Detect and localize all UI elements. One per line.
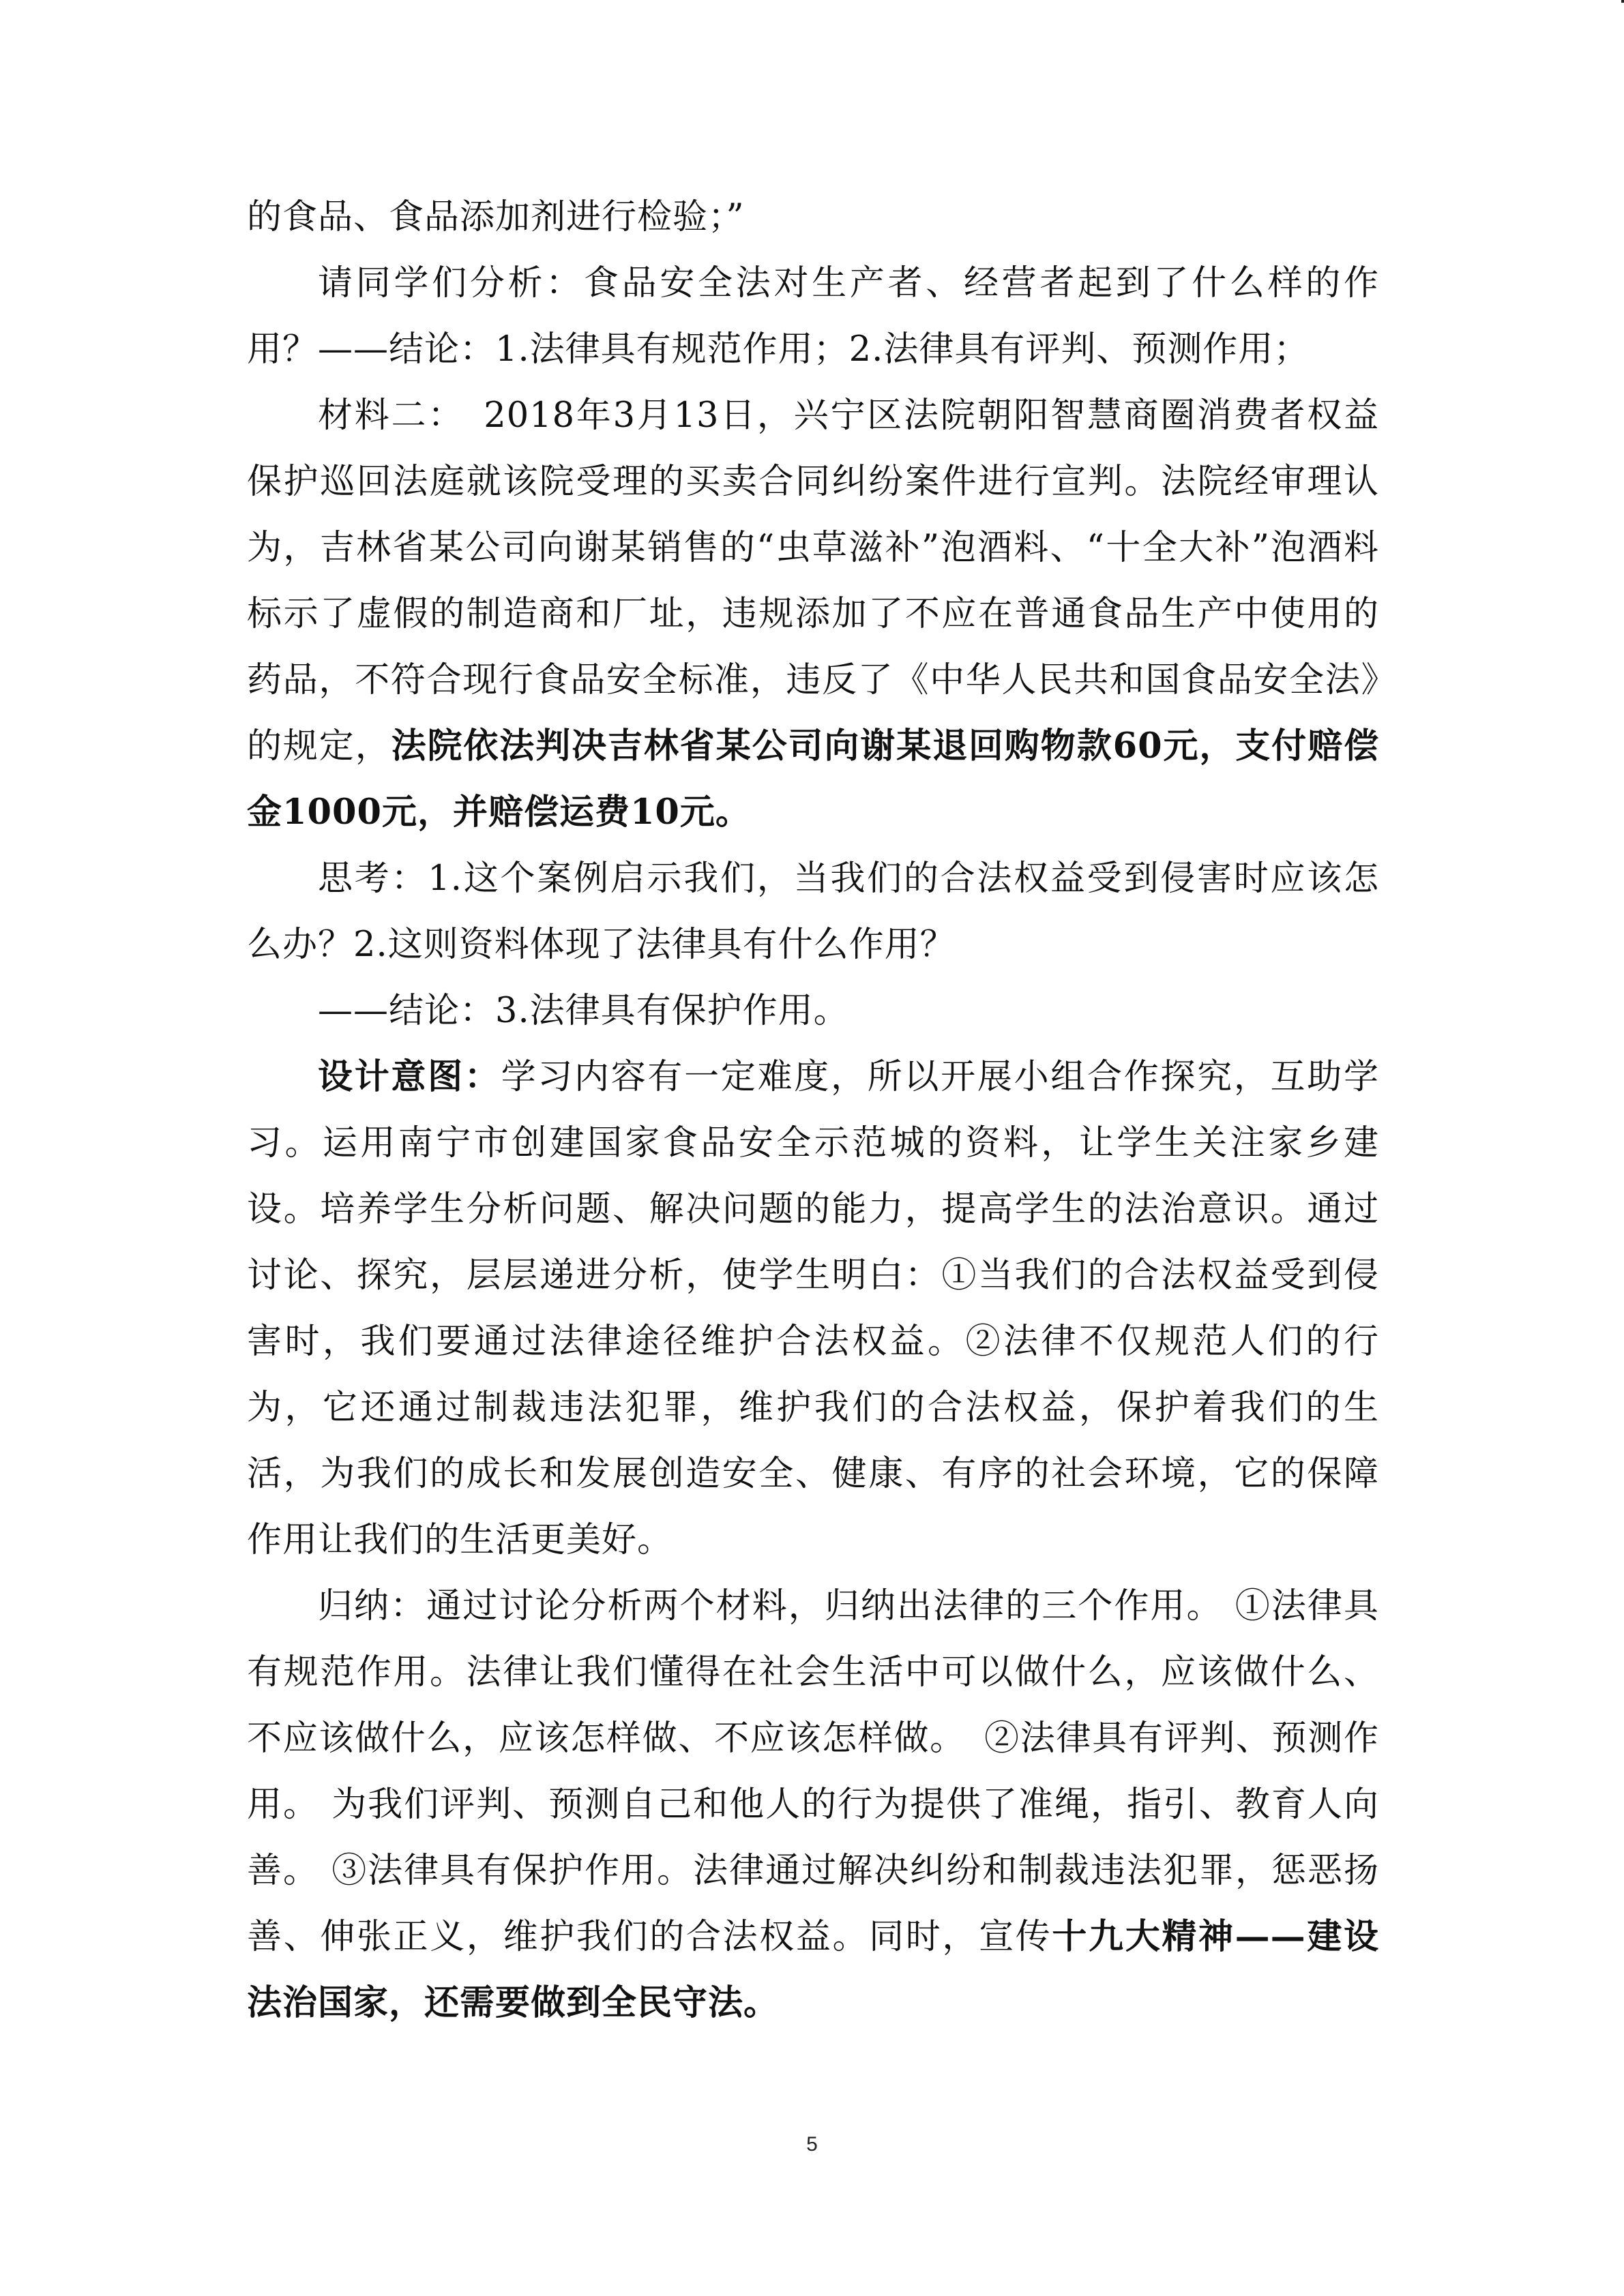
design-intent-label: 设计意图： <box>318 1056 501 1097</box>
page-number: 5 <box>806 2133 818 2156</box>
paragraph-text: 请同学们分析：食品安全法对生产者、经营者起到了什么样的作用？——结论：1.法律具有规范作用；2.法律具有评判、预测作用； <box>247 263 1379 370</box>
bold-verdict-text: 法院依法判决吉林省某公司向谢某退回购物款60元，支付赔偿金1000元，并赔偿运费10元。 <box>247 726 1379 833</box>
paragraph-text: ——结论：3.法律具有保护作用。 <box>318 991 849 1031</box>
paragraph-text: 归纳：通过讨论分析两个材料，归纳出法律的三个作用。 ①法律具有规范作用。法律让我们懂得在社会生活中可以做什么，应该做什么、不应该做什么，应该怎样做、不应该怎样做。 ②法律具有评判、预测作用。 为我们评判、预测自己和他人的行为提供了准绳，指引、教育人向善。 ③法律具有保护作用。法律通过解决纠纷和制裁违法犯罪，惩恶扬善、伸张正义，维护我们的合法权益。同时，宣传 <box>247 1586 1379 1957</box>
paragraph-text: 思考：1.这个案例启示我们，当我们的合法权益受到侵害时应该怎么办？2.这则资料体现了法律具有什么作用？ <box>247 859 1379 965</box>
paragraph-analysis <box>247 250 1379 383</box>
paragraph-thinking <box>247 846 1379 978</box>
paragraph-material-two <box>247 383 1379 846</box>
paragraph-text: 材料二： 2018年3月13日，兴宁区法院朝阳智慧商圈消费者权益保护巡回法庭就该院受理的买卖合同纠纷案件进行宣判。法院经审理认为，吉林省某公司向谢某销售的“虫草滋补”泡酒料、“十全大补”泡酒料标示了虚假的制造商和厂址，违规添加了不应在普通食品生产中使用的药品，不符合现行食品安全标准，违反了《中华人民共和国食品安全法》的规定， <box>247 396 1379 766</box>
paragraph-text: 的食品、食品添加剂进行检验；” <box>247 197 745 237</box>
paragraph-design-intent <box>247 1044 1379 1573</box>
document-page <box>247 184 1379 2036</box>
paragraph-text: 学习内容有一定难度，所以开展小组合作探究，互助学习。运用南宁市创建国家食品安全示范城的资料，让学生关注家乡建设。培养学生分析问题、解决问题的能力，提高学生的法治意识。通过讨论、探究，层层递进分析，使学生明白：①当我们的合法权益受到侵害时，我们要通过法律途径维护合法权益。②法律不仅规范人们的行为，它还通过制裁违法犯罪，维护我们的合法权益，保护着我们的生活，为我们的成长和发展创造安全、健康、有序的社会环境，它的保障作用让我们的生活更美好。 <box>247 1057 1379 1560</box>
paragraph-continued <box>247 184 1379 250</box>
bold-summary-text: 十九大精神——建设法治国家，还需要做到全民守法。 <box>247 1916 1379 2023</box>
corner-mark <box>1621 0 1624 3</box>
paragraph-conclusion <box>247 978 1379 1044</box>
paragraph-summary <box>247 1573 1379 2036</box>
